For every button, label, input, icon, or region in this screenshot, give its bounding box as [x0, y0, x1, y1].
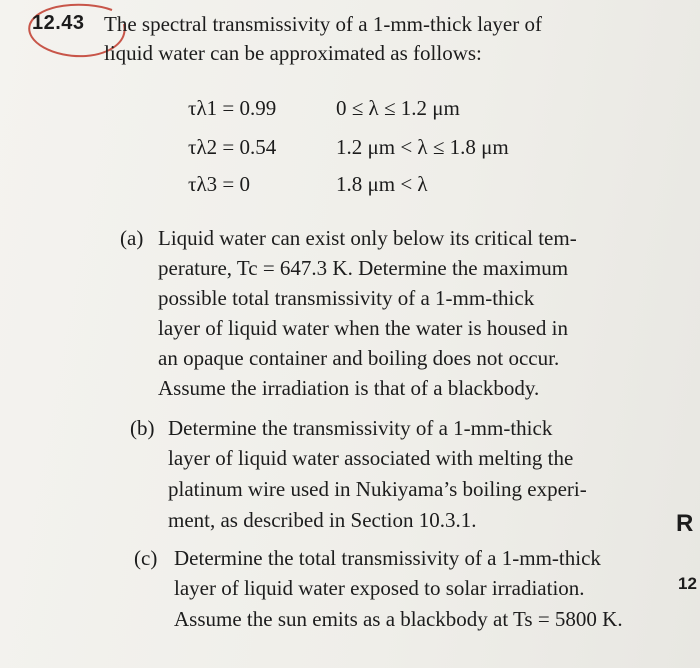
part-a-line-5: an opaque container and boiling does not occur. — [158, 346, 560, 370]
part-a-line-4: layer of liquid water when the water is housed in — [158, 316, 568, 340]
part-b-label: (b) — [130, 416, 155, 440]
part-c-line-2: layer of liquid water exposed to solar irradiation. — [174, 576, 585, 600]
part-a-line-2: perature, Tc = 647.3 K. Determine the maximum — [158, 256, 569, 280]
problem-number: 12.43 — [32, 12, 85, 34]
margin-letter: R — [676, 510, 694, 537]
part-a-line-1: Liquid water can exist only below its critical tem- — [158, 226, 577, 250]
part-a-line-6: Assume the irradiation is that of a blackbody. — [158, 376, 540, 400]
equation-condition-3: 1.8 μm < λ — [336, 172, 428, 196]
part-c-line-1: Determine the total transmissivity of a 1-mm-thick — [174, 546, 601, 570]
intro-line-1: The spectral transmissivity of a 1-mm-thick layer of — [104, 12, 542, 36]
part-a-label: (a) — [120, 226, 144, 250]
part-c-label: (c) — [134, 546, 158, 570]
part-b-line-1: Determine the transmissivity of a 1-mm-thick — [168, 416, 553, 440]
part-a-line-3: possible total transmissivity of a 1-mm-thick — [158, 286, 535, 310]
equation-condition-1: 0 ≤ λ ≤ 1.2 μm — [336, 96, 460, 120]
part-c-line-3: Assume the sun emits as a blackbody at Ts = 5800 K. — [174, 607, 623, 631]
part-b-line-3: platinum wire used in Nukiyama’s boiling experi- — [168, 477, 587, 501]
margin-number: 12 — [678, 574, 697, 593]
equation-tau-3: τλ3 = 0 — [188, 172, 250, 196]
equation-tau-1: τλ1 = 0.99 — [188, 96, 277, 120]
equation-tau-2: τλ2 = 0.54 — [188, 135, 277, 159]
equation-condition-2: 1.2 μm < λ ≤ 1.8 μm — [336, 135, 509, 159]
part-b-line-2: layer of liquid water associated with melting the — [168, 446, 574, 470]
part-b-line-4: ment, as described in Section 10.3.1. — [168, 508, 477, 532]
cropped-bottom-line — [250, 650, 670, 664]
intro-line-2: liquid water can be approximated as follows: — [104, 41, 482, 65]
